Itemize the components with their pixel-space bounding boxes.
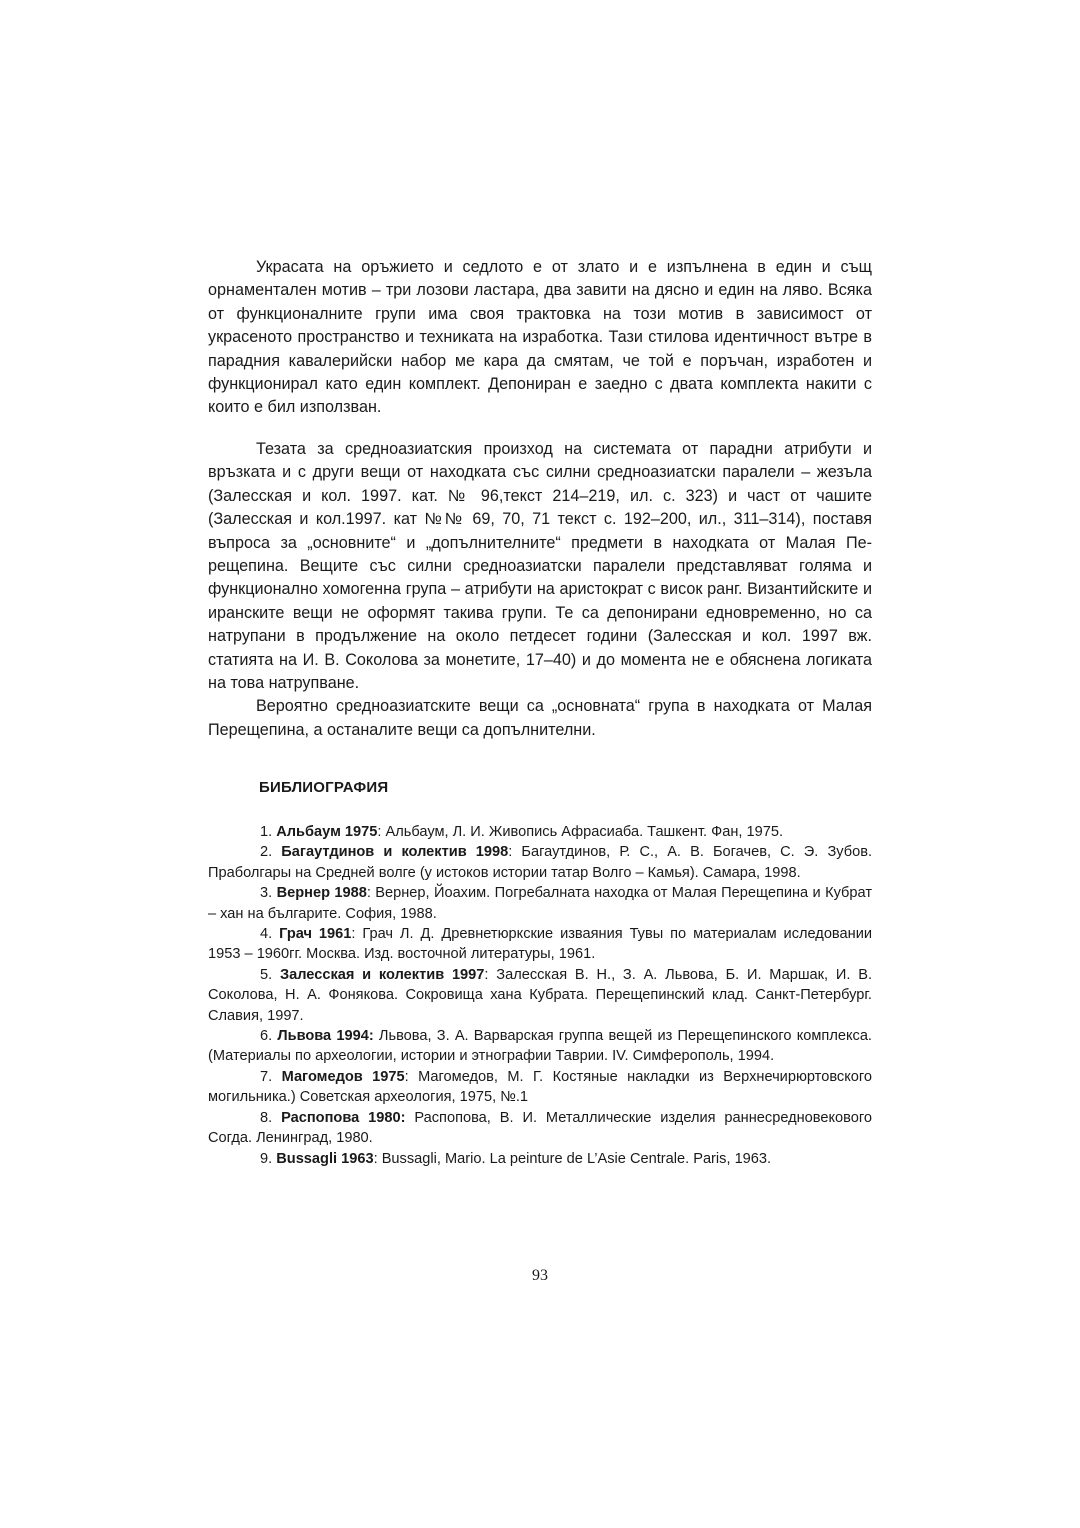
entry-number: 6. bbox=[260, 1028, 273, 1045]
bibliography-entry bbox=[208, 924, 872, 965]
paragraph-conclusion: Вероятно средноазиатските вещи са „основната“ група в находката от Малая Перещепина, а останалите вещи са допълнителни. bbox=[208, 697, 872, 739]
entry-number: 5. bbox=[260, 966, 273, 983]
entry-text: Bussagli, Mario. La peinture de L’Asie Centrale. Paris, 1963. bbox=[381, 1150, 772, 1167]
entry-text: Залесская В. Н., З. А. Львова, Б. И. Маршак, И. В. Соколова, Н. А. Фонякова. Сокровища хана Кубрата. Перещепинский клад. Санкт-Петербург. Славия, 1997. bbox=[208, 966, 873, 1024]
bibliography-entry bbox=[208, 965, 872, 1026]
entry-separator: : bbox=[508, 844, 522, 861]
bibliography-entry bbox=[208, 1067, 872, 1108]
paragraph-ornament: Украсата на оръжието и седлото е от злато и е изпълнена в един и същ орнаментален мотив – три лозови ластара, два завити на дясно и един на ляво. Всяка от функционалните групи има своя трактовка на този мотив в зависимост от украсеното пространство и техниката на изработка. Тази стилова идентичност вътре в парадния кавалерийски набор ме кара да смятам, че той е поръчан, изработен и функционирал като един комплект. Депониран е заедно с двата комплекта накити с които е бил използван. bbox=[208, 258, 872, 417]
entry-key: Альбаум 1975 bbox=[276, 824, 378, 840]
entry-number: 8. bbox=[260, 1109, 273, 1126]
entry-key: Багаутдинов и колектив 1998 bbox=[281, 844, 509, 861]
body-section-1 bbox=[208, 256, 872, 420]
entry-number: 2. bbox=[260, 844, 273, 861]
bibliography-list bbox=[208, 822, 872, 1169]
entry-separator: : bbox=[366, 885, 376, 902]
bibliography-entry bbox=[208, 883, 872, 924]
bibliography-entry bbox=[208, 1026, 872, 1067]
entry-text: Львова, З. А. Варварская группа вещей из Перещепинского комплекса. (Материалы по археологии, истории и этнографии Таврии. IV. Симферополь, 1994. bbox=[208, 1028, 872, 1065]
entry-text: Магомедов, М. Г. Костяные накладки из Верхнечирюртовского могильника.) Советская археология, 1975, №.1 bbox=[208, 1068, 872, 1106]
entry-key: Грач 1961 bbox=[279, 926, 352, 943]
entry-text: Альбаум, Л. И. Живопись Афрасиаба. Ташкент. Фан, 1975. bbox=[385, 824, 784, 840]
entry-text: Грач Л. Д. Древнетюркские изваяния Тувы по материалам иследовании 1953 – 1960гг. Москва. Изд. восточной литературы, 1961. bbox=[208, 926, 872, 963]
entry-text: Вернер, Йоахим. Погребалната находка от Малая Перещепина и Кубрат – хан на българите. София, 1988. bbox=[208, 885, 872, 922]
bibliography-entry bbox=[208, 842, 872, 883]
entry-separator: : bbox=[351, 926, 363, 943]
entry-number: 3. bbox=[260, 885, 273, 902]
entry-number: 9. bbox=[260, 1150, 273, 1167]
entry-text: Багаутдинов, Р. С., А. В. Богачев, С. Э. Зубов. Праболгары на Средней волге (у истоков истории татар Волго – Камья). Самара, 1998. bbox=[208, 844, 872, 881]
entry-separator: : bbox=[484, 966, 497, 983]
paragraph-central-asian-origin: Тезата за средноазиатския произход на системата от парадни атрибути и връзката и с други вещи от находката със силни средноазиатски паралели – жезъла (Залесская и кол. 1997. кат. № 96,текст 214–219, ил. с. 323) и част от чашите (Залесская и кол.1997. кат №№ 69, 70, 71 текст с. 192–200, ил., 311–314), поставя въпроса за „основните“ и „допълнителните“ предмети в находката от Малая Перещепина. Вещите със силни средноазиатски паралели представляват голяма и функционално хомогенна група – атрибути на аристократ с висок ранг. Византийските и иранските вещи не оформят такива групи. Те са депонирани едновременно, но са натрупани в продължение на около петдесет години (Залесская и кол. 1997 вж. статията на И. В. Соколова за монетите, 17–40) и до момента не е обяснена логиката на това натрупване. bbox=[208, 440, 872, 693]
bibliography-entry bbox=[208, 822, 872, 842]
entry-separator: : bbox=[377, 824, 386, 840]
entry-number: 4. bbox=[260, 926, 273, 943]
bibliography-entry bbox=[208, 1149, 872, 1169]
entry-key: Распопова 1980: bbox=[281, 1109, 406, 1126]
entry-key: Вернер 1988 bbox=[276, 885, 367, 902]
entry-number: 7. bbox=[260, 1068, 273, 1085]
entry-key: Bussagli 1963 bbox=[276, 1150, 374, 1167]
entry-key: Залесская и колектив 1997 bbox=[279, 966, 485, 983]
entry-number: 1. bbox=[260, 824, 273, 840]
bibliography-heading: БИБЛИОГРАФИЯ bbox=[259, 779, 389, 796]
entry-key: Магомедов 1975 bbox=[281, 1068, 405, 1085]
page-number: 93 bbox=[532, 1267, 548, 1284]
body-section-2 bbox=[208, 438, 872, 742]
entry-separator: : bbox=[404, 1068, 419, 1085]
bibliography-entry bbox=[208, 1108, 872, 1149]
entry-separator: : bbox=[373, 1150, 382, 1167]
entry-text: Распопова, В. И. Металлические изделия раннесредновекового Согда. Ленинград, 1980. bbox=[208, 1109, 872, 1147]
entry-key: Львова 1994: bbox=[277, 1028, 374, 1045]
